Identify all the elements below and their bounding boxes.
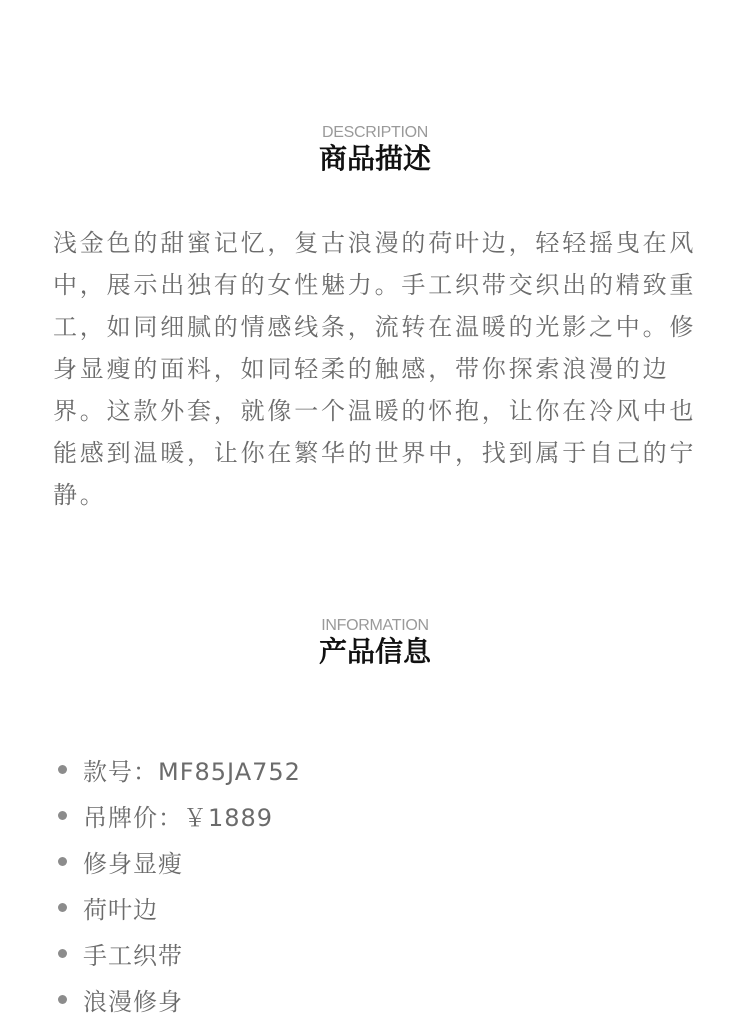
list-item-text: 手工织带 xyxy=(83,941,183,970)
information-list xyxy=(58,746,301,1022)
description-kicker: DESCRIPTION xyxy=(321,124,429,141)
bullet-icon xyxy=(58,903,67,912)
list-item-text: 修身显瘦 xyxy=(83,849,183,878)
list-item-text: 浪漫修身 xyxy=(83,987,183,1016)
bullet-icon xyxy=(58,949,67,958)
list-item-text: 吊牌价：￥1889 xyxy=(83,803,274,832)
bullet-icon xyxy=(58,857,67,866)
bullet-icon xyxy=(58,765,67,774)
information-title: 产品信息 xyxy=(318,635,431,668)
information-header xyxy=(0,617,750,669)
description-header xyxy=(0,124,750,176)
list-item xyxy=(58,884,301,930)
list-item-text: 荷叶边 xyxy=(83,895,158,924)
list-item xyxy=(58,930,301,976)
bullet-icon xyxy=(58,995,67,1004)
description-title: 商品描述 xyxy=(318,142,431,175)
list-item xyxy=(58,976,301,1022)
description-text: 浅金色的甜蜜记忆，复古浪漫的荷叶边，轻轻摇曳在风中，展示出独有的女性魅力。手工织带交织出的精致重工，如同细腻的情感线条，流转在温暖的光影之中。修身显瘦的面料，如同轻柔的触感，带你探索浪漫的边界。这款外套，就像一个温暖的怀抱，让你在冷风中也能感到温暖，让你在繁华的世界中，找到属于自己的宁静。 xyxy=(53,229,697,509)
list-item xyxy=(58,838,301,884)
bullet-icon xyxy=(58,811,67,820)
information-kicker: INFORMATION xyxy=(321,617,429,634)
list-item-style-number xyxy=(58,746,301,792)
list-item-text: 款号：MF85JA752 xyxy=(83,757,301,786)
list-item-tag-price xyxy=(58,792,301,838)
